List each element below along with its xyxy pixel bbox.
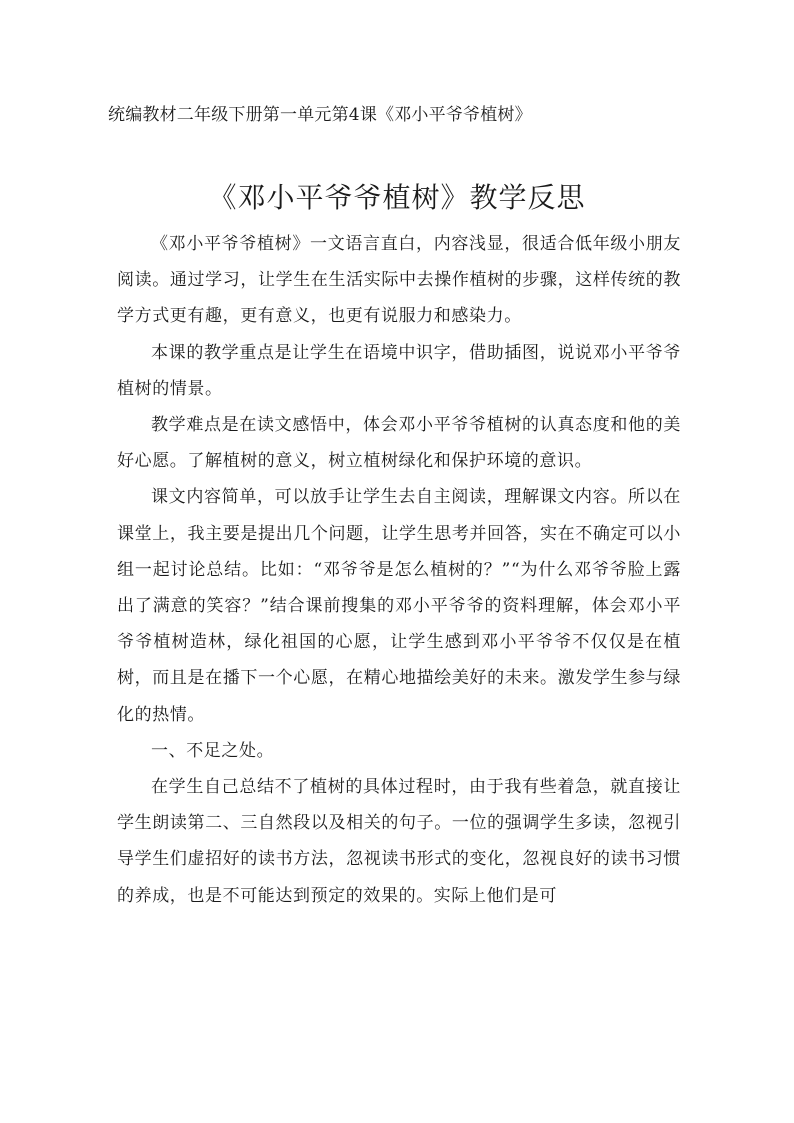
paragraph-key-point: 本课的教学重点是让学生在语境中识字，借助插图，说说邓小平爷爷植树的情景。: [117, 342, 681, 399]
document-title: 《邓小平爷爷植树》教学反思: [208, 181, 586, 214]
paragraph-method: 课文内容简单，可以放手让学生去自主阅读，理解课文内容。所以在课堂上，我主要是提出几个问题，让学生思考并回答，实在不确定可以小组一起讨论总结。比如：“邓爷爷是怎么植树的？”“为什么邓爷爷脸上露出了满意的笑容？”结合课前搜集的邓小平爷爷的资料理解，体会邓小平爷爷植树造林，绿化祖国的心愿，让学生感到邓小平爷爷不仅仅是在植树，而且是在播下一个心愿，在精心地描绘美好的未来。激发学生参与绿化的热情。: [117, 487, 681, 725]
paragraph-shortcomings: 在学生自己总结不了植树的具体过程时，由于我有些着急，就直接让学生朗读第二、三自然段以及相关的句子。一位的强调学生多读，忽视引导学生们虚招好的读书方法，忽视读书形式的变化，忽视良好的读书习惯的养成，也是不可能达到预定的效果的。实际上他们是可: [117, 777, 681, 906]
paragraph-difficulty: 教学难点是在读文感悟中，体会邓小平爷爷植树的认真态度和他的美好心愿。了解植树的意义，树立植树绿化和保护环境的意识。: [117, 415, 681, 472]
document-subtitle: 统编教材二年级下册第一单元第4课《邓小平爷爷植树》: [108, 105, 532, 125]
document-body: [117, 226, 681, 914]
paragraph-intro: 《邓小平爷爷植树》一文语言直白，内容浅显，很适合低年级小朋友阅读。通过学习，让学生在生活实际中去操作植树的步骤，这样传统的教学方式更有趣，更有意义，也更有说服力和感染力。: [117, 234, 681, 327]
section-heading-shortcomings: 一、不足之处。: [151, 740, 275, 761]
